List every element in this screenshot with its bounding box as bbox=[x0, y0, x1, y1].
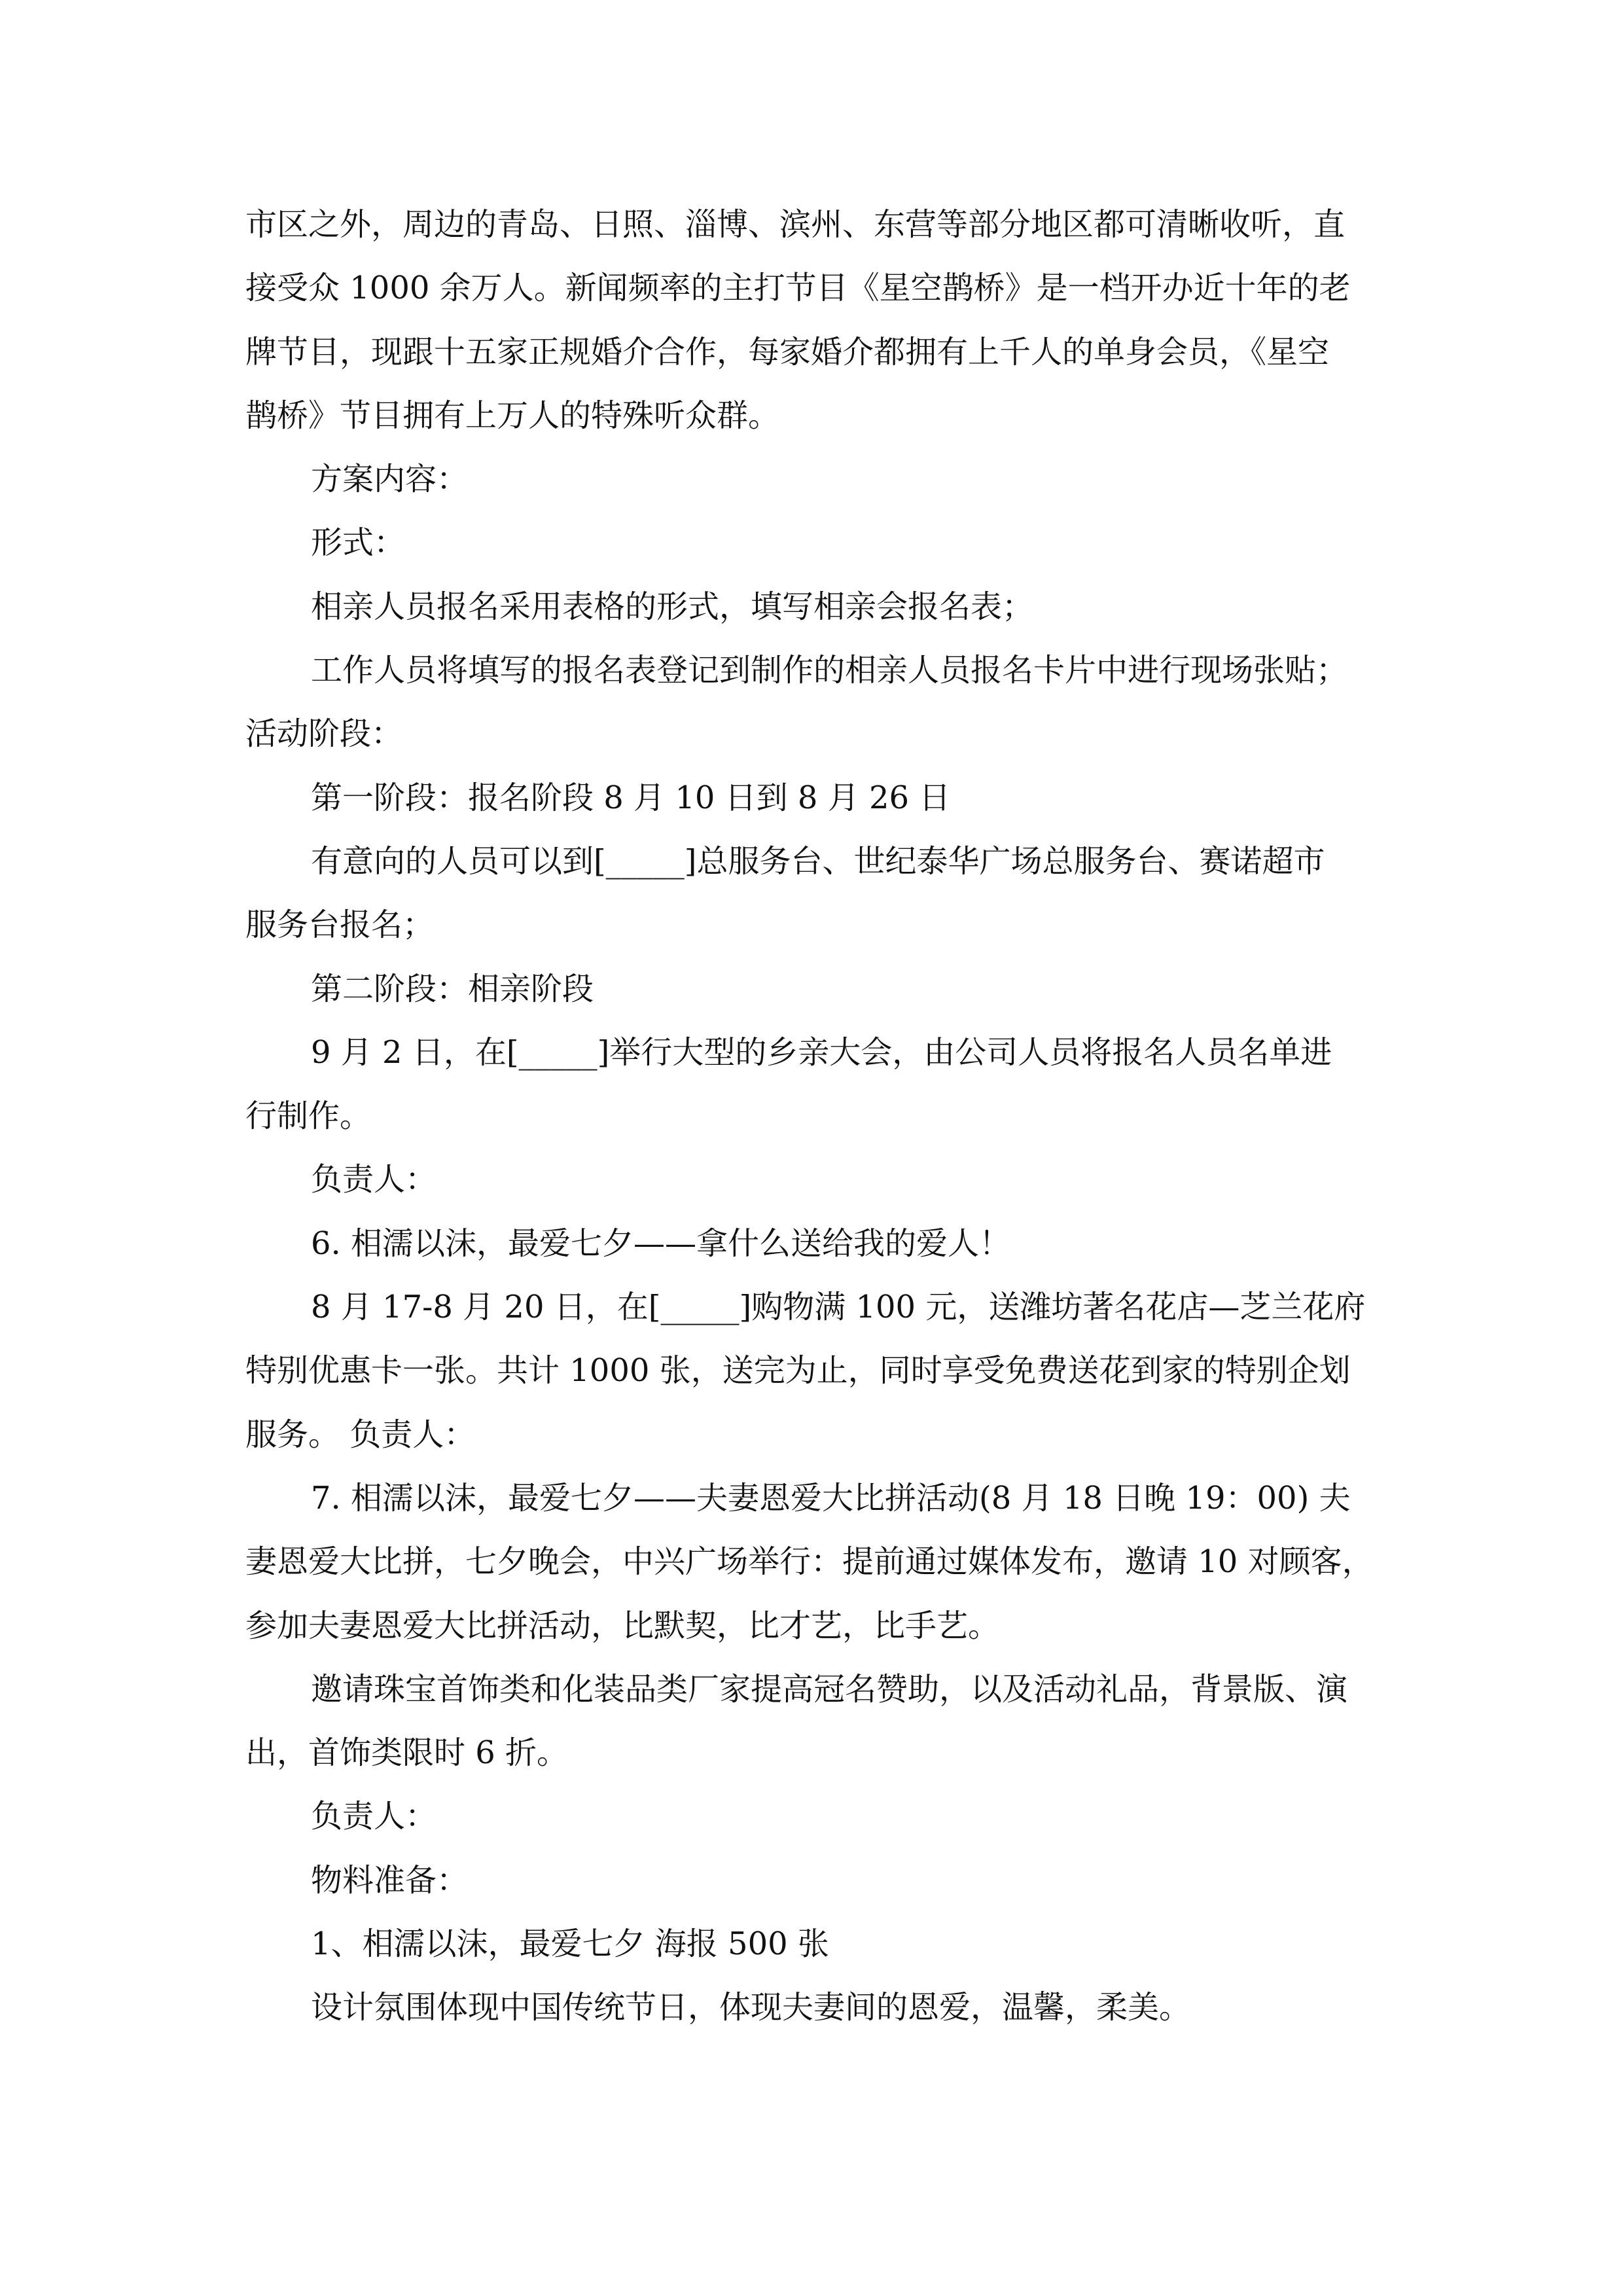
text-line: 工作人员将填写的报名表登记到制作的相亲人员报名卡片中进行现场张贴； bbox=[311, 652, 1348, 689]
text-line: 9 月 2 日，在[_____]举行大型的乡亲大会，由公司人员将报名人员名单进 bbox=[311, 1033, 1332, 1071]
text-line: 物料准备： bbox=[311, 1861, 469, 1899]
text-line: 牌节目，现跟十五家正规婚介合作，每家婚介都拥有上千人的单身会员，《星空 bbox=[245, 333, 1330, 370]
text-line: 市区之外，周边的青岛、日照、淄博、滨州、东营等部分地区都可清晰收听，直 bbox=[245, 206, 1346, 243]
text-line: 第一阶段：报名阶段 8 月 10 日到 8 月 26 日 bbox=[311, 779, 951, 816]
text-line: 有意向的人员可以到[_____]总服务台、世纪泰华广场总服务台、赛诺超市 bbox=[311, 842, 1325, 880]
text-line: 妻恩爱大比拼，七夕晚会，中兴广场举行：提前通过媒体发布，邀请 10 对顾客， bbox=[245, 1543, 1374, 1581]
text-line: 第二阶段：相亲阶段 bbox=[311, 970, 594, 1007]
text-line: 8 月 17-8 月 20 日，在[_____]购物满 100 元，送潍坊著名花店—芝兰花府 bbox=[311, 1289, 1366, 1326]
text-line: 7. 相濡以沫，最爱七夕——夫妻恩爱大比拼活动(8 月 18 日晚 19：00) 夫 bbox=[311, 1479, 1351, 1516]
text-line: 形式： bbox=[311, 524, 406, 562]
text-line: 接受众 1000 余万人。新闻频率的主打节目《星空鹊桥》是一档开办近十年的老 bbox=[245, 270, 1351, 307]
text-line: 服务台报名； bbox=[245, 906, 435, 944]
text-line: 鹊桥》节目拥有上万人的特殊听众群。 bbox=[245, 397, 780, 434]
text-line: 邀请珠宝首饰类和化装品类厂家提高冠名赞助，以及活动礼品，背景版、演 bbox=[311, 1670, 1348, 1708]
text-line: 6. 相濡以沫，最爱七夕——拿什么送给我的爱人！ bbox=[311, 1225, 1011, 1262]
document-body bbox=[245, 193, 1384, 2040]
text-line: 参加夫妻恩爱大比拼活动，比默契，比才艺，比手艺。 bbox=[245, 1607, 1000, 1644]
text-line: 设计氛围体现中国传统节日，体现夫妻间的恩爱，温馨，柔美。 bbox=[311, 1989, 1191, 2026]
text-line: 方案内容： bbox=[311, 461, 469, 498]
text-line: 特别优惠卡一张。共计 1000 张，送完为止，同时享受免费送花到家的特别企划 bbox=[245, 1352, 1351, 1390]
text-line: 负责人： bbox=[311, 1161, 437, 1198]
text-line: 相亲人员报名采用表格的形式，填写相亲会报名表； bbox=[311, 588, 1034, 625]
text-line: 服务。 负责人： bbox=[245, 1416, 476, 1453]
text-line: 活动阶段： bbox=[245, 715, 403, 753]
text-line: 1、相濡以沫，最爱七夕 海报 500 张 bbox=[311, 1926, 829, 1963]
text-line: 出，首饰类限时 6 折。 bbox=[245, 1734, 569, 1772]
text-line: 行制作。 bbox=[245, 1098, 372, 1135]
text-line: 负责人： bbox=[311, 1798, 437, 1835]
